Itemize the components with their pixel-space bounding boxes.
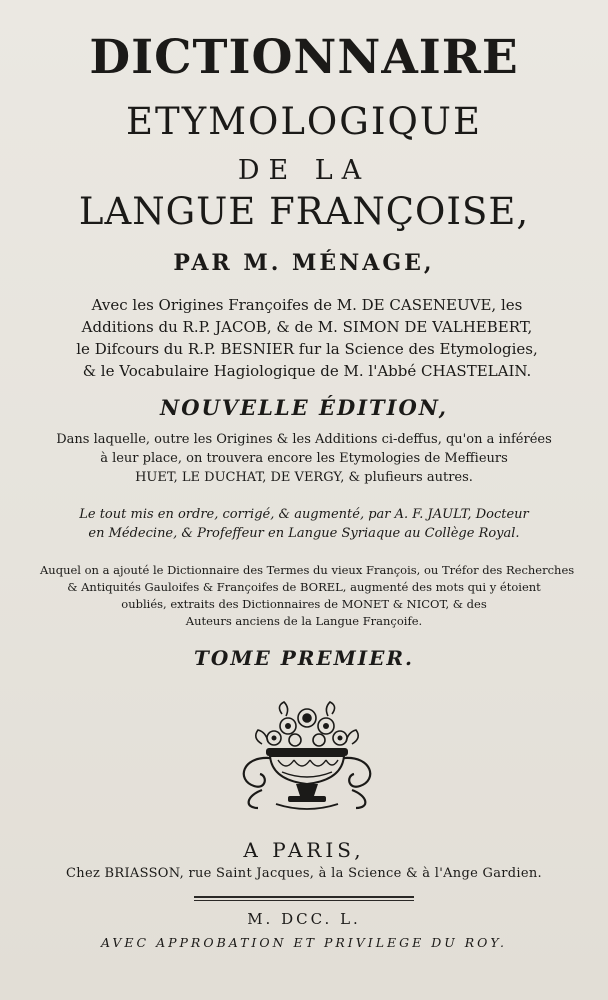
double-rule-divider <box>194 896 414 898</box>
contributors-line: Additions du R.P. JACOB, & de M. SIMON DE VALHEBERT, <box>81 318 533 336</box>
editor-line: en Médecine, & Profeffeur en Langue Syriaque au Collège Royal. <box>88 526 520 541</box>
contributors-paragraph <box>26 294 588 382</box>
contributors-line: le Difcours du R.P. BESNIER fur la Science des Etymologies, <box>76 340 538 358</box>
imprint-date: M. DCC. L. <box>247 910 361 928</box>
author-line: PAR M. MÉNAGE, <box>173 250 435 276</box>
title-langue-francoise: LANGUE FRANÇOISE, <box>78 190 530 233</box>
edition-heading: NOUVELLE ÉDITION, <box>160 395 448 420</box>
royal-privilege: AVEC APPROBATION ET PRIVILEGE DU ROY. <box>100 935 508 950</box>
double-rule-divider-thin <box>194 900 414 901</box>
title-de-la: DE LA <box>237 155 371 186</box>
editor-line: Le tout mis en ordre, corrigé, & augmenté, par A. F. JAULT, Docteur <box>79 507 529 522</box>
supplement-line: Auteurs anciens de la Langue Françoife. <box>185 614 423 628</box>
contributors-line: & le Vocabulaire Hagiologique de M. l'Abbé CHASTELAIN. <box>82 362 532 380</box>
edition-note-line: à leur place, on trouvera encore les Etymologies de Meffieurs <box>100 451 508 466</box>
supplement-line: Auquel on a ajouté le Dictionnaire des Termes du vieux François, ou Tréfor des Recherches <box>40 563 575 577</box>
supplement-line: oubliés, extraits des Dictionnaires de MONET & NICOT, & des <box>121 597 487 611</box>
edition-note-line: Dans laquelle, outre les Origines & les Additions ci-deffus, qu'on a inférées <box>56 432 552 447</box>
volume-label: TOME PREMIER. <box>194 646 414 670</box>
title-dictionnaire: DICTIONNAIRE <box>89 30 519 85</box>
editor-paragraph <box>40 505 568 543</box>
contributors-line: Avec les Origines Françoifes de M. DE CASENEUVE, les <box>91 296 523 314</box>
imprint-publisher: Chez BRIASSON, rue Saint Jacques, à la Science & à l'Ange Gardien. <box>66 866 542 881</box>
edition-note-paragraph <box>40 430 568 487</box>
supplement-paragraph <box>40 562 575 630</box>
title-etymologique: ETYMOLOGIQUE <box>126 100 482 143</box>
imprint-city: A PARIS, <box>243 838 365 862</box>
flower-basket-vignette-icon <box>232 700 382 812</box>
supplement-line: & Antiquités Gauloifes & Françoifes de BOREL, augmenté des mots qui y étoient <box>67 580 541 594</box>
edition-note-line: HUET, LE DUCHAT, DE VERGY, & plufieurs autres. <box>135 470 473 485</box>
